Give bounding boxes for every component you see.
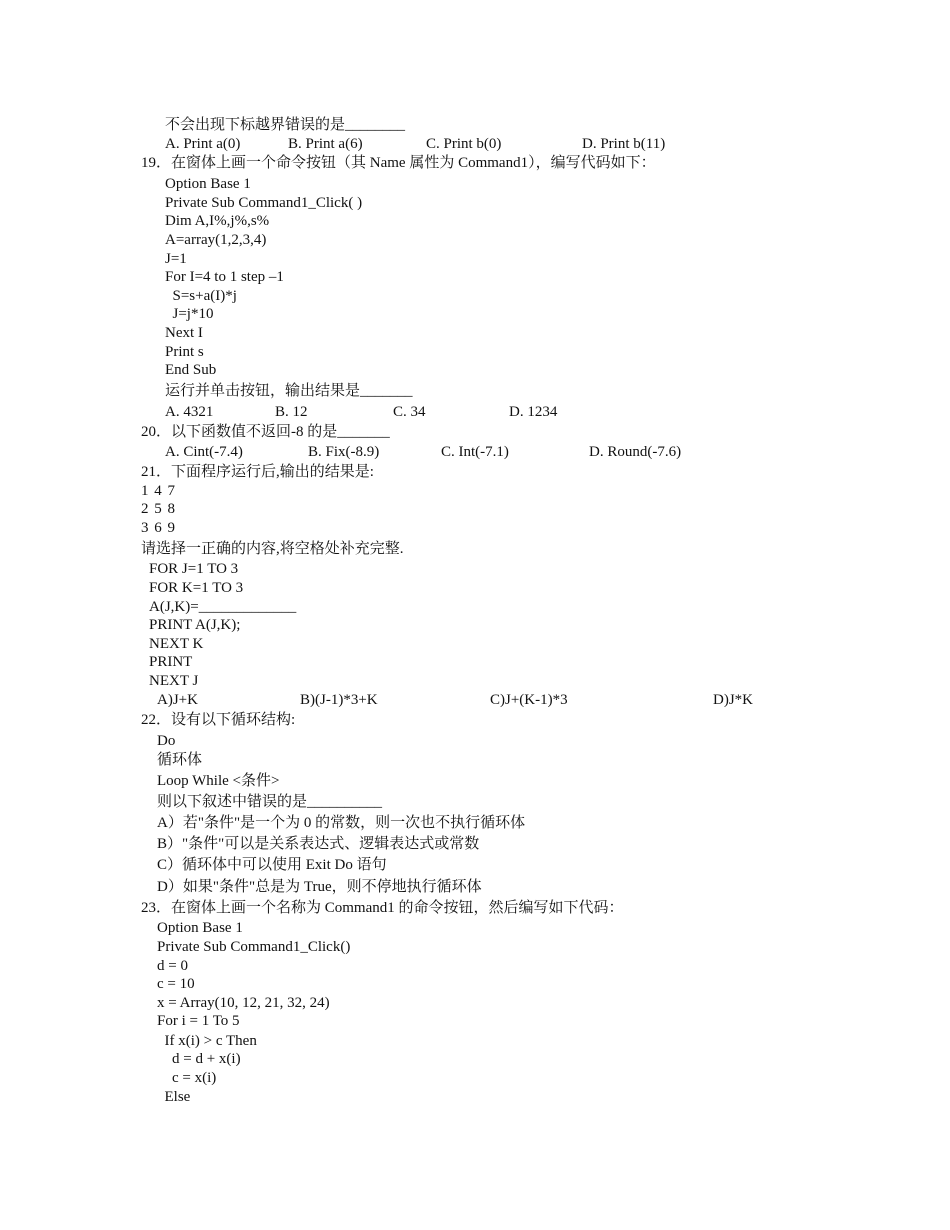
q20-option-b: B. Fix(-8.9) [308, 444, 380, 460]
q21-code-line: FOR J=1 TO 3 [149, 561, 239, 577]
q22-prompt: 则以下叙述中错误的是__________ [157, 794, 383, 810]
q19-code-line: Next I [165, 325, 203, 341]
q19-option-d: D. 1234 [509, 404, 558, 420]
q18-option-d: D. Print b(11) [582, 136, 666, 152]
q19-code-line: For I=4 to 1 step –1 [165, 269, 284, 285]
q21-code-line: NEXT J [149, 673, 199, 689]
q19-option-c: C. 34 [393, 404, 426, 420]
q21-option-c: C)J+(K-1)*3 [490, 692, 568, 708]
q21-code-line: PRINT [149, 654, 193, 670]
q21-option-b: B)(J-1)*3+K [300, 692, 378, 708]
q21-code-line: PRINT A(J,K); [149, 617, 241, 633]
q20-option-d: D. Round(-7.6) [589, 444, 682, 460]
q21-output-line: 1 4 7 [141, 483, 176, 499]
q19-code-line: J=1 [165, 251, 187, 267]
q22-option-c: C）循环体中可以使用 Exit Do 语句 [157, 857, 387, 873]
q23-code-line: d = d + x(i) [157, 1051, 241, 1067]
q21-option-a: A)J+K [157, 692, 198, 708]
q19-option-a: A. 4321 [165, 404, 214, 420]
q23-code-line: If x(i) > c Then [157, 1033, 257, 1049]
q23-code-line: Option Base 1 [157, 920, 243, 936]
q18-option-c: C. Print b(0) [426, 136, 502, 152]
q21-prompt: 请选择一正确的内容,将空格处补充完整. [141, 541, 404, 557]
q22-code-line: Do [157, 733, 176, 749]
q23-code-line: c = x(i) [157, 1070, 217, 1086]
q19-stem: 19．在窗体上画一个命令按钮（其 Name 属性为 Command1），编写代码如下： [141, 155, 656, 171]
q21-output-line: 3 6 9 [141, 520, 176, 536]
q18-option-b: B. Print a(6) [288, 136, 363, 152]
q22-option-b: B）"条件"可以是关系表达式、逻辑表达式或常数 [157, 836, 480, 852]
q20-stem: 20．以下函数值不返回-8 的是_______ [141, 424, 390, 440]
q21-code-line: FOR K=1 TO 3 [149, 580, 244, 596]
q22-stem: 22．设有以下循环结构: [141, 712, 296, 728]
q19-code-line: End Sub [165, 362, 217, 378]
q23-code-line: For i = 1 To 5 [157, 1013, 240, 1029]
q19-prompt: 运行并单击按钮，输出结果是_______ [165, 383, 413, 399]
q20-option-c: C. Int(-7.1) [441, 444, 509, 460]
q19-code-line: Dim A,I%,j%,s% [165, 213, 270, 229]
q21-code-line: NEXT K [149, 636, 204, 652]
q23-code-line: c = 10 [157, 976, 195, 992]
q23-code-line: Else [157, 1089, 191, 1105]
q21-code-line: A(J,K)=_____________ [149, 599, 297, 615]
q20-option-a: A. Cint(-7.4) [165, 444, 243, 460]
q22-option-d: D）如果"条件"总是为 True，则不停地执行循环体 [157, 879, 482, 895]
q19-code-line: Print s [165, 344, 204, 360]
q19-code-line: Option Base 1 [165, 176, 251, 192]
q21-stem: 21．下面程序运行后,输出的结果是: [141, 464, 374, 480]
q21-option-d: D)J*K [713, 692, 753, 708]
q19-option-b: B. 12 [275, 404, 308, 420]
q21-output-line: 2 5 8 [141, 501, 176, 517]
q19-code-line: J=j*10 [165, 306, 214, 322]
q23-code-line: x = Array(10, 12, 21, 32, 24) [157, 995, 330, 1011]
q22-code-line: 循环体 [157, 752, 203, 768]
q22-option-a: A）若"条件"是一个为 0 的常数，则一次也不执行循环体 [157, 815, 526, 831]
q23-stem: 23．在窗体上画一个名称为 Command1 的命令按钮，然后编写如下代码： [141, 900, 624, 916]
q18-option-a: A. Print a(0) [165, 136, 241, 152]
q19-code-line: Private Sub Command1_Click( ) [165, 195, 363, 211]
q23-code-line: Private Sub Command1_Click() [157, 939, 351, 955]
q19-code-line: A=array(1,2,3,4) [165, 232, 267, 248]
q18-stem-tail: 不会出现下标越界错误的是________ [165, 117, 406, 133]
q19-code-line: S=s+a(I)*j [165, 288, 237, 304]
q23-code-line: d = 0 [157, 958, 188, 974]
q22-code-line: Loop While <条件> [157, 773, 280, 789]
